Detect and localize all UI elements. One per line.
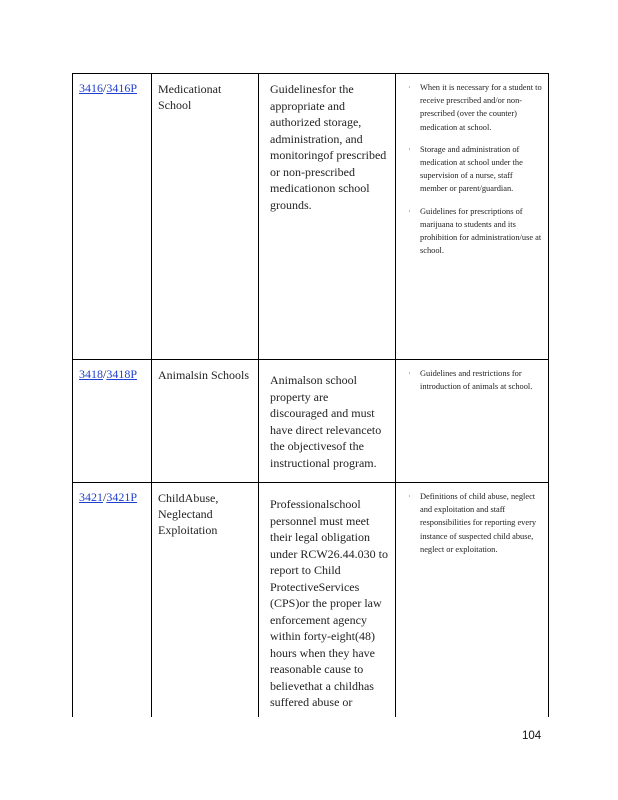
policy-notes-cell xyxy=(396,360,549,483)
policy-description-cell xyxy=(259,74,396,360)
list-item: · Definitions of child abuse, neglect and exploitation and staff responsibilities for reporting every instance of suspected child abuse, neglect or exploitation. xyxy=(408,490,542,556)
notes-list xyxy=(396,360,548,393)
list-item: · Guidelines and restrictions for introduction of animals at school. xyxy=(408,367,542,393)
policy-description-cell xyxy=(259,483,396,717)
procedure-link[interactable]: 3421P xyxy=(106,490,138,504)
policy-notes-cell xyxy=(396,483,549,717)
list-item: · Storage and administration of medication at school under the supervision of a nurse, staff member or parent/guardian. xyxy=(408,143,542,196)
policy-description: Professionalschool personnel must meet their legal obligation under RCW26.44.030 to report to Child ProtectiveServices (CPS)or the proper law enforcement agency within forty-eight(48) hours when they have reasonable cause to believethat a childhas suffered abuse or xyxy=(270,497,388,709)
link-separator: / xyxy=(103,367,107,381)
list-item: · When it is necessary for a student to receive prescribed and/or non-prescribed (over the counter) medication at school. xyxy=(408,81,542,134)
link-separator: / xyxy=(103,81,107,95)
policy-link[interactable]: 3421 xyxy=(79,490,103,504)
notes-list xyxy=(396,483,548,556)
policy-title: Medicationat School xyxy=(158,82,222,112)
policy-title-cell xyxy=(152,360,259,483)
policy-title: Animalsin Schools xyxy=(158,368,250,382)
policy-link[interactable]: 3416 xyxy=(79,81,103,95)
link-separator: / xyxy=(103,490,107,504)
policy-table xyxy=(72,73,549,717)
policy-title-cell xyxy=(152,483,259,717)
policy-number-cell xyxy=(73,74,152,360)
policy-title: ChildAbuse, Neglectand Exploitation xyxy=(158,491,219,537)
policy-number-cell xyxy=(73,360,152,483)
page-number: 104 xyxy=(522,730,542,742)
list-item: · Guidelines for prescriptions of marijuana to students and its prohibition for administration/use at school. xyxy=(408,205,542,258)
table-row xyxy=(73,74,549,360)
notes-list xyxy=(396,74,548,257)
procedure-link[interactable]: 3416P xyxy=(106,81,138,95)
policy-number-cell xyxy=(73,483,152,717)
table-row xyxy=(73,360,549,483)
policy-notes-cell xyxy=(396,74,549,360)
policy-description-cell xyxy=(259,360,396,483)
table-row xyxy=(73,483,549,717)
procedure-link[interactable]: 3418P xyxy=(106,367,138,381)
policy-description: Guidelinesfor the appropriate and authorized storage, administration, and monitoringof prescribed or non-prescribed medicationon school grounds. xyxy=(270,82,387,212)
policy-description: Animalson school property are discouraged and must have direct relevanceto the objectivesof the instructional program. xyxy=(270,373,382,470)
policy-title-cell xyxy=(152,74,259,360)
policy-link[interactable]: 3418 xyxy=(79,367,103,381)
